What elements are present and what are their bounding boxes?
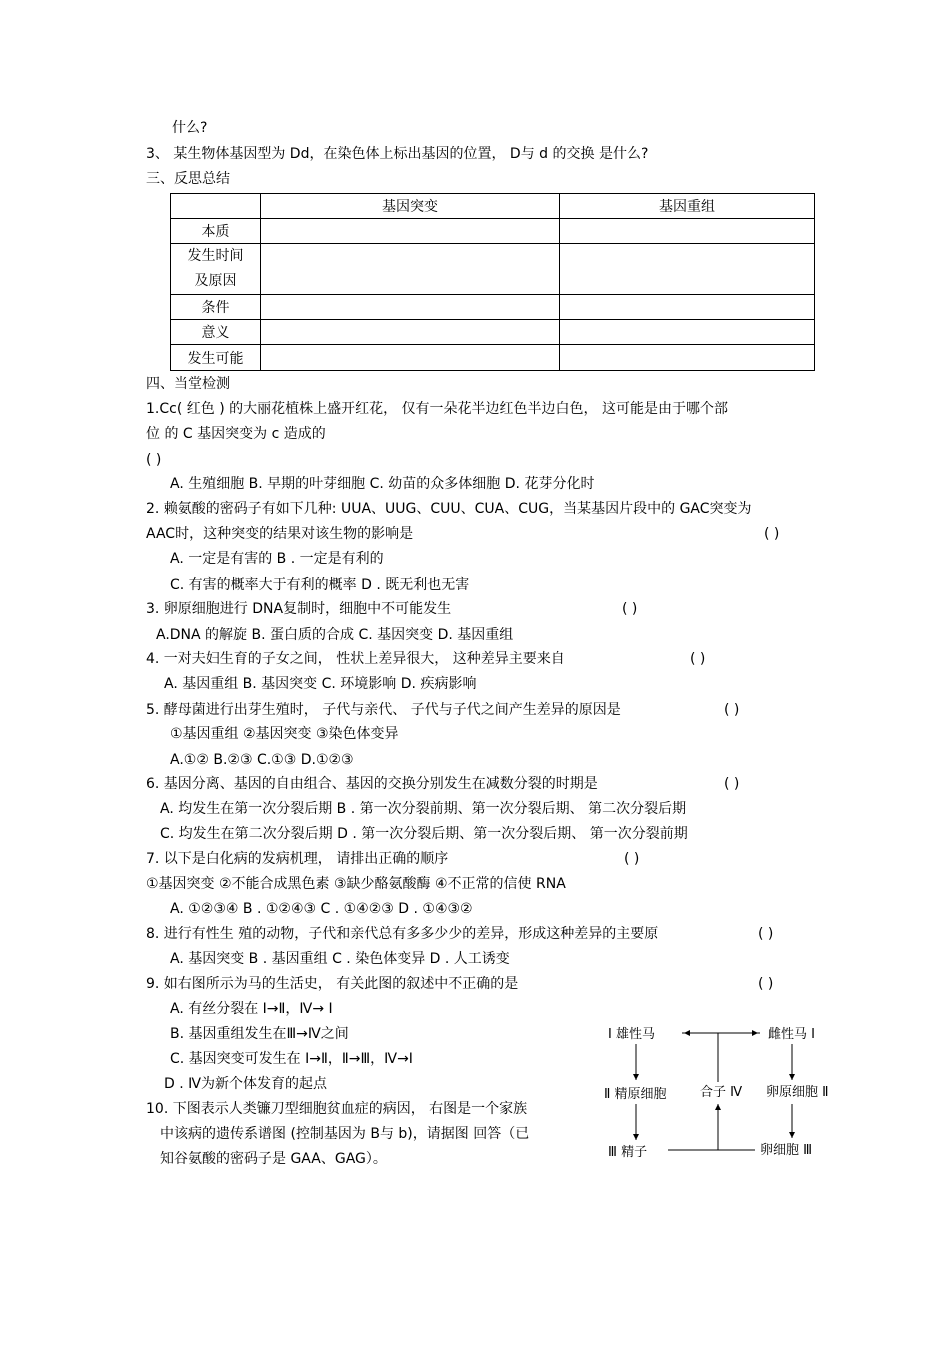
question-2: 2. 赖氨酸的密码子有如下几种: UUA、UUG、CUU、CUA、CUG，当某基因片段中的 GAC突变为 [146, 501, 752, 517]
table-header-mutation: 基因突变 [261, 194, 560, 219]
label-spermatogonium: Ⅱ 精原细胞 [604, 1087, 667, 1102]
section-heading: 四、当堂检测 [146, 376, 230, 392]
question-9: 9. 如右图所示为马的生活史， 有关此图的叙述中不正确的是 [146, 976, 519, 992]
options: A.①② B.②③ C.①③ D.①②③ [170, 752, 354, 768]
answer-bracket: ( ) [622, 601, 638, 617]
options: A. ①②③④ B . ①②④③ C . ①④②③ D . ①④③② [170, 901, 473, 917]
answer-bracket: ( ) [146, 452, 162, 468]
table-cell[interactable] [261, 345, 560, 371]
table-row-label-line1: 发生时间 [187, 248, 244, 264]
label-zygote: 合子 Ⅳ [700, 1085, 743, 1100]
text-line: 什么? [172, 120, 208, 136]
options: A. 基因突变 B . 基因重组 C . 染色体变异 D . 人工诱变 [170, 951, 510, 967]
question-10: 10. 下图表示人类镰刀型细胞贫血症的病因， 右图是一个家族 [146, 1101, 528, 1117]
table-cell[interactable] [261, 320, 560, 345]
options: B. 基因重组发生在Ⅲ→Ⅳ之间 [170, 1026, 349, 1042]
table-row-label: 发生可能 [171, 345, 261, 371]
answer-bracket: ( ) [724, 702, 740, 718]
options: D . Ⅳ为新个体发育的起点 [164, 1076, 328, 1092]
options: A. 基因重组 B. 基因突变 C. 环境影响 D. 疾病影响 [164, 676, 477, 692]
options: A. 均发生在第一次分裂后期 B . 第一次分裂前期、第一次分裂后期、 第二次分裂后期 [160, 801, 687, 817]
options: ①基因重组 ②基因突变 ③染色体变异 [170, 726, 399, 742]
options: A.DNA 的解旋 B. 蛋白质的合成 C. 基因突变 D. 基因重组 [156, 627, 514, 643]
table-cell[interactable] [261, 244, 560, 295]
question-1-cont: 位 的 C 基因突变为 c 造成的 [146, 426, 326, 442]
question-10-cont: 中该病的遗传系谱图 (控制基因为 B与 b)，请据图 回答（已 [160, 1126, 530, 1142]
answer-bracket: ( ) [758, 926, 774, 942]
label-egg: 卵细胞 Ⅲ [760, 1143, 813, 1158]
table-row-label: 条件 [171, 295, 261, 320]
question-3: 3. 卵原细胞进行 DNA复制时，细胞中不可能发生 [146, 601, 452, 617]
options: C. 有害的概率大于有利的概率 D . 既无利也无害 [170, 577, 470, 593]
table-row-label-line2: 及原因 [194, 273, 237, 289]
question-6: 6. 基因分离、基因的自由组合、基因的交换分别发生在减数分裂的时期是 [146, 776, 598, 792]
table-row-label: 本质 [171, 219, 261, 244]
options: A. 一定是有害的 B . 一定是有利的 [170, 551, 384, 567]
question-1: 1.Cc( 红色 ) 的大丽花植株上盛开红花， 仅有一朵花半边红色半边白色， 这可能是由于哪个部 [146, 401, 729, 417]
summary-table [170, 193, 815, 371]
label-female-horse: 雌性马 Ⅰ [768, 1027, 815, 1042]
table-cell[interactable] [560, 244, 815, 295]
table-row-label [171, 244, 261, 295]
question-4: 4. 一对夫妇生育的子女之间， 性状上差异很大， 这种差异主要来自 [146, 651, 565, 667]
label-oogonium: 卵原细胞 Ⅱ [766, 1085, 829, 1100]
table-cell[interactable] [261, 219, 560, 244]
table-header-recombination: 基因重组 [560, 194, 815, 219]
question-3: 3、 某生物体基因型为 Dd，在染色体上标出基因的位置， D与 d 的交换 是什么? [146, 146, 649, 162]
options: C. 均发生在第二次分裂后期 D . 第一次分裂后期、第一次分裂后期、 第一次分裂前期 [160, 826, 688, 842]
options: A. 生殖细胞 B. 早期的叶芽细胞 C. 幼苗的众多体细胞 D. 花芽分化时 [170, 476, 595, 492]
table-cell[interactable] [261, 295, 560, 320]
answer-bracket: ( ) [624, 851, 640, 867]
label-male-horse: Ⅰ 雄性马 [608, 1027, 655, 1042]
table-cell[interactable] [560, 295, 815, 320]
steps: ①基因突变 ②不能合成黑色素 ③缺少酪氨酸酶 ④不正常的信使 RNA [146, 876, 566, 892]
question-7: 7. 以下是白化病的发病机理， 请排出正确的顺序 [146, 851, 449, 867]
label-sperm: Ⅲ 精子 [608, 1145, 648, 1160]
answer-bracket: ( ) [724, 776, 740, 792]
options: C. 基因突变可发生在 Ⅰ→Ⅱ，Ⅱ→Ⅲ，Ⅳ→Ⅰ [170, 1051, 413, 1067]
answer-bracket: ( ) [690, 651, 706, 667]
question-2-cont: AAC时，这种突变的结果对该生物的影响是 [146, 526, 414, 542]
question-10-cont: 知谷氨酸的密码子是 GAA、GAG）。 [160, 1151, 387, 1167]
question-5: 5. 酵母菌进行出芽生殖时， 子代与亲代、 子代与子代之间产生差异的原因是 [146, 702, 621, 718]
table-cell[interactable] [560, 219, 815, 244]
question-8: 8. 进行有性生 殖的动物，子代和亲代总有多多少少的差异，形成这种差异的主要原 [146, 926, 659, 942]
table-cell[interactable] [560, 345, 815, 371]
table-row-label: 意义 [171, 320, 261, 345]
answer-bracket: ( ) [758, 976, 774, 992]
table-header-empty [171, 194, 261, 219]
table-cell[interactable] [560, 320, 815, 345]
answer-bracket: ( ) [764, 526, 780, 542]
options: A. 有丝分裂在 Ⅰ→Ⅱ，Ⅳ→ Ⅰ [170, 1001, 333, 1017]
horse-life-cycle-diagram [600, 1020, 850, 1165]
section-heading: 三、反思总结 [146, 171, 230, 187]
